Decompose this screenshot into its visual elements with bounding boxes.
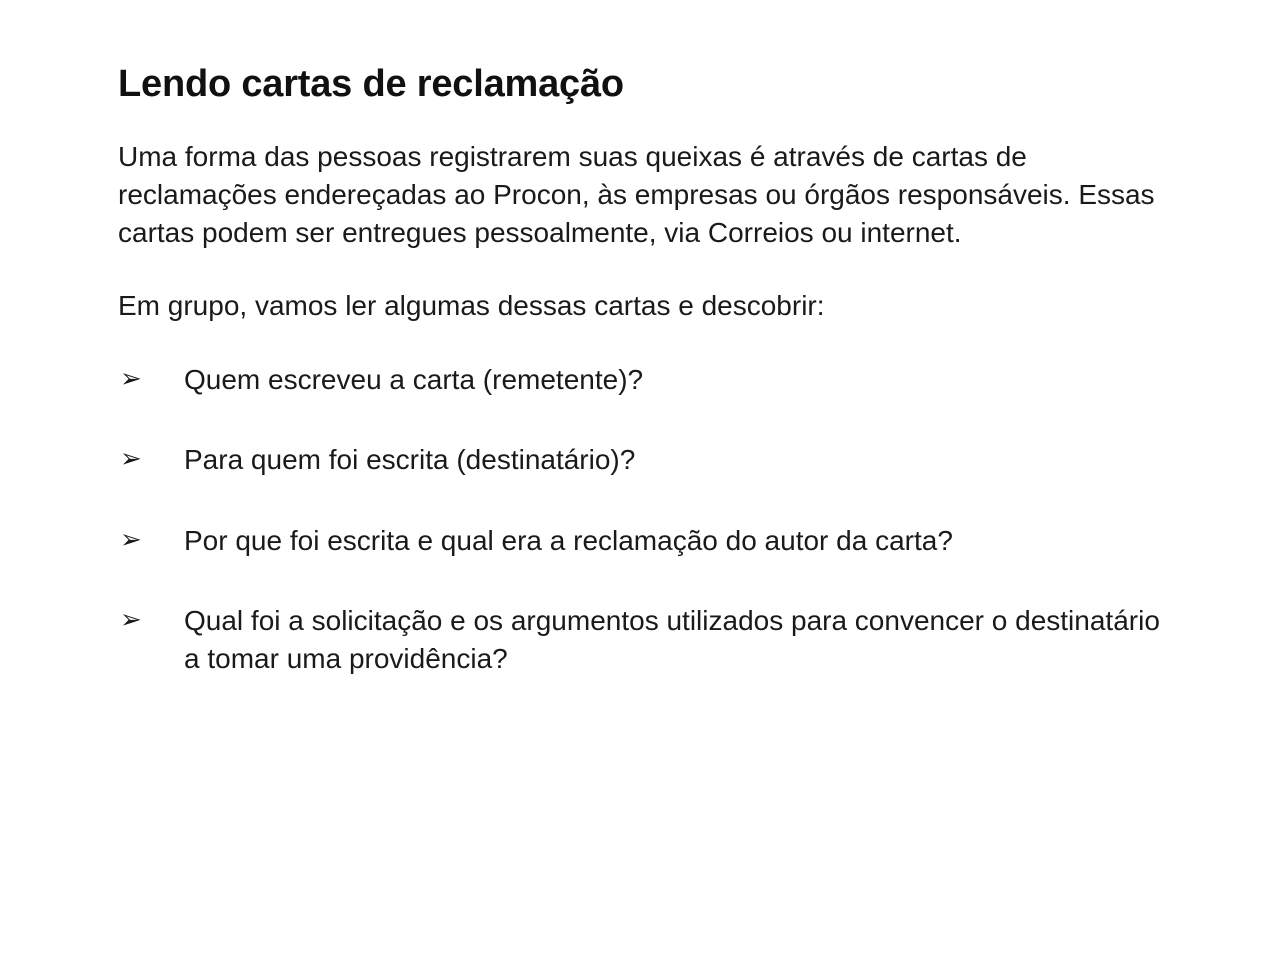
list-item-label: Quem escreveu a carta (remetente)? bbox=[184, 364, 644, 396]
question-list bbox=[118, 361, 1162, 679]
lead-in-paragraph: Em grupo, vamos ler algumas dessas cartas e descobrir: bbox=[118, 289, 825, 321]
list-item bbox=[118, 522, 1162, 560]
intro-paragraph: Uma forma das pessoas registrarem suas queixas é através de cartas de reclamações endereçadas ao Procon, às empresas ou órgãos responsáveis. Essas cartas podem ser entregues pessoalmente, via Correios ou internet. bbox=[118, 140, 1155, 249]
list-item-label: Para quem foi escrita (destinatário)? bbox=[184, 444, 636, 476]
page-title: Lendo cartas de reclamação bbox=[118, 63, 624, 105]
list-item-label: Por que foi escrita e qual era a reclamação do autor da carta? bbox=[184, 524, 953, 556]
list-item bbox=[118, 361, 1162, 399]
list-item-label: Qual foi a solicitação e os argumentos utilizados para convencer o destinatário a tomar uma providência? bbox=[184, 605, 1160, 675]
list-item bbox=[118, 441, 1162, 479]
arrow-bullet-icon: ➢ bbox=[120, 604, 142, 635]
list-item bbox=[118, 602, 1162, 679]
arrow-bullet-icon: ➢ bbox=[120, 443, 142, 474]
arrow-bullet-icon: ➢ bbox=[120, 363, 142, 394]
arrow-bullet-icon: ➢ bbox=[120, 523, 142, 554]
